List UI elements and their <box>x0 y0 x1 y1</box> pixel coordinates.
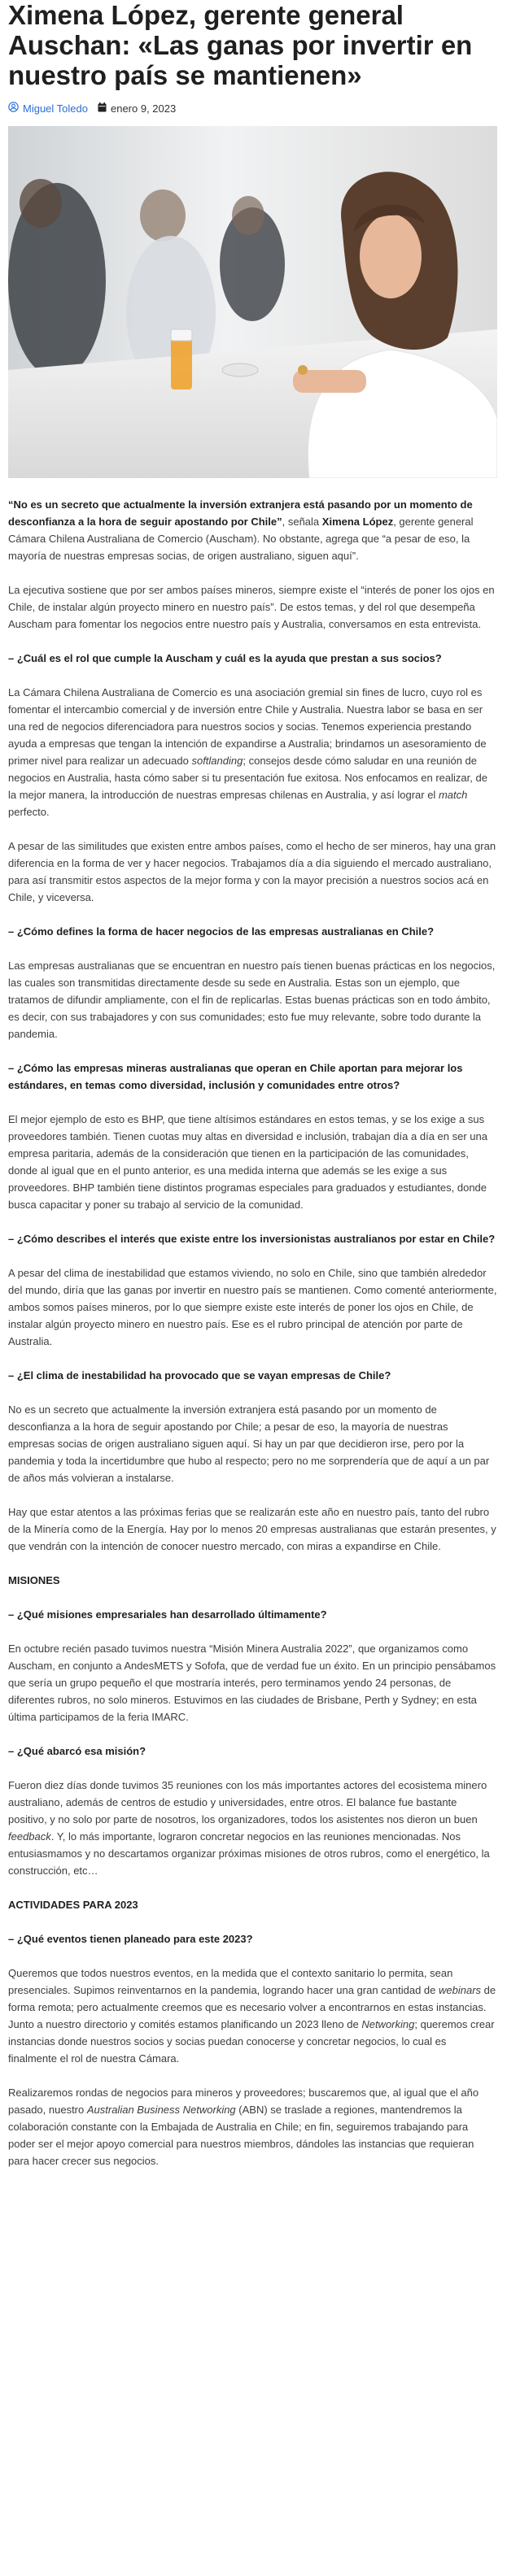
question-7: – ¿Qué abarcó esa misión? <box>8 1745 146 1757</box>
answer-8-em: webinars <box>439 1984 482 1996</box>
answer-5: No es un secreto que actualmente la inversión extranjera está pasando por un momento de desconfianza a la hora de seguir apostando por Chile; a pesar de eso, la mayoría de nuestras empresas socias de origen australiano siguen aquí. Si hay un par que decidieron irse, pero por la pandemia y toda la incertidumbre que hubo al respecto; pero no me sorprendería que de aquí a un par de años más volvieran a instalarse. <box>8 1403 490 1484</box>
hero-illustration <box>8 126 497 478</box>
answer-1-em: softlanding <box>191 755 243 767</box>
answer-8-continued <box>8 2084 497 2169</box>
answer-8-continued-b: (ABN) se traslade a regiones, mantendremos la colaboración constante con la Embajada de Australia en Chile; en fin, seguiremos trabajando para poder ser el mejor apoyo comercial para nuestros miembros, dándoles las instancias que requieran para hacer crecer sus negocios. <box>8 2104 474 2167</box>
article-meta <box>8 102 497 115</box>
answer-5-continued: Hay que estar atentos a las próximas ferias que se realizarán este año en nuestro país, tanto del rubro de la Minería como de la Energía. Hay por lo menos 20 empresas australianas que estarán presentes, y que vendrán con la intención de conocer nuestro mercado, con miras a expandirse en Chile. <box>8 1506 496 1552</box>
question-2: – ¿Cómo defines la forma de hacer negocios de las empresas australianas en Chile? <box>8 925 435 938</box>
answer-4: A pesar del clima de inestabilidad que estamos viviendo, no solo en Chile, sino que también alrededor del mundo, diría que las ganas por invertir en nuestro país se mantienen. Como comenté anteriormente, ambos somos países mineros, por lo que siempre existe este interés de poner los ojos en Chile, de instalar algún proyecto minero en nuestro país. Ese es el rubro principal de atención por parte de Australia. <box>8 1267 497 1347</box>
section-heading-misiones: MISIONES <box>8 1574 60 1586</box>
intro-quote: “No es un secreto que actualmente la inversión extranjera está pasando por un momento de desconfianza a la hora de seguir apostando por Chile” <box>8 498 473 528</box>
author-name: Miguel Toledo <box>23 102 88 115</box>
answer-8-part-b: de forma remota; pero actualmente creemos que es necesario volver a encontrarnos en estas instancias. Junto a nuestro directorio y comités estamos planificando un 2023 lleno de <box>8 1984 496 2030</box>
user-circle-icon <box>8 102 19 115</box>
intro-paragraph <box>8 496 497 564</box>
intro-name: Ximena López <box>321 516 394 528</box>
publish-date <box>98 102 176 115</box>
answer-1-part-a: La Cámara Chilena Australiana de Comercio es una asociación gremial sin fines de lucro, cuyo rol es fomentar el intercambio comercial y de inversión entre Chile y Australia. Nuestra labor se basa en ser una red de negocios diferenciadora para nuestros socios y socias. Tenemos experiencia prestando ayuda a empresas que tengan la intención de expandirse a Australia; brindamos un asesoramiento de primer nivel para realizar un adecuado <box>8 686 487 767</box>
question-3: – ¿Cómo las empresas mineras australianas que operan en Chile aportan para mejorar los estándares, en temas como diversidad, inclusión y comunidades entre otros? <box>8 1062 463 1091</box>
answer-3: El mejor ejemplo de esto es BHP, que tiene altísimos estándares en estos temas, y se los exige a sus proveedores también. Tienen cuotas muy altas en diversidad e inclusión, trabajan día a día en ser una empresa paritaria, además de la consideración que tienen en la participación de las comunidades, donde al igual que en el punto anterior, es una medida interna que además se les exige a sus proveedores. BHP también tiene distintos programas especiales para graduados y estudiantes, donde busca capacitar y poner su trabajo al servicio de la comunidad. <box>8 1113 487 1211</box>
answer-7 <box>8 1777 497 1879</box>
answer-7-em: feedback <box>8 1830 51 1843</box>
answer-6: En octubre recién pasado tuvimos nuestra “Misión Minera Australia 2022”, que organizamos como Auscham, en conjunto a AndesMETS y Sofofa, que de verdad fue un éxito. En un principio pensábamos que sería un grupo pequeño el que mostraría interés, pero terminamos yendo 24 personas, de diferentes rubros, no solo mineros. Estuvimos en las ciudades de Brisbane, Perth y Sydney; en esta última participamos de la feria IMARC. <box>8 1643 496 1723</box>
article-title: Ximena López, gerente general Auschan: «Las ganas por invertir en nuestro país se mantienen» <box>8 0 473 90</box>
calendar-icon <box>98 102 107 115</box>
author-link[interactable] <box>8 102 88 115</box>
question-1: – ¿Cuál es el rol que cumple la Auscham y cuál es la ayuda que prestan a sus socios? <box>8 652 442 664</box>
question-4: – ¿Cómo describes el interés que existe entre los inversionistas australianos por estar en Chile? <box>8 1233 496 1245</box>
answer-8-continued-a: Realizaremos rondas de negocios para mineros y proveedores; buscaremos que, al igual que el año pasado, nuestro <box>8 2086 479 2116</box>
answer-1-continued: A pesar de las similitudes que existen entre ambos países, como el hecho de ser mineros, hay una gran diferencia en la forma de ver y hacer negocios. Trabajamos día a día siguiendo el mercado australiano, para así transmitir estos aspectos de la mejor forma y con la mayor precisión a nuestros socios acá en Chile, y viceversa. <box>8 840 496 903</box>
question-6: – ¿Qué misiones empresariales han desarrollado últimamente? <box>8 1608 327 1621</box>
hero-photo <box>8 126 497 478</box>
question-8: – ¿Qué eventos tienen planeado para este 2023? <box>8 1933 253 1945</box>
question-5: – ¿El clima de inestabilidad ha provocado que se vayan empresas de Chile? <box>8 1369 391 1382</box>
answer-8-continued-em: Australian Business Networking <box>86 2104 236 2116</box>
answer-7-part-a: Fueron diez días donde tuvimos 35 reuniones con los más importantes actores del ecosistema minero australiano, además de centros de estudio y universidades, entre otros. El balance fue bastante positivo, y no solo por parte de nosotros, los organizadores, todos los asistentes nos dieron un buen <box>8 1779 487 1825</box>
answer-8-em-2: Networking <box>361 2018 415 2030</box>
paragraph-2: La ejecutiva sostiene que por ser ambos países mineros, siempre existe el “interés de poner los ojos en Chile, de instalar algún proyecto minero en nuestro país”. De estos temas, y del rol que desempeña Auscham para fomentar los negocios entre nuestro país y Australia, conversamos en esta entrevista. <box>8 584 495 630</box>
intro-mid: , señala <box>282 516 322 528</box>
answer-7-part-b: . Y, lo más importante, lograron concretar negocios en las reuniones mencionadas. Nos entusiasmamos y no descartamos organizar próximas misiones de otros rubros, como el energético, la construcción, etc… <box>8 1830 490 1877</box>
answer-8-part-a: Queremos que todos nuestros eventos, en la medida que el contexto sanitario lo permita, sean presenciales. Supimos reinventarnos en la pandemia, logrando hacer una gran cantidad de <box>8 1967 453 1996</box>
publish-date-text: enero 9, 2023 <box>110 102 177 115</box>
intro-rest: , gerente general Cámara Chilena Australiana de Comercio (Auscham). No obstante, agrega que “a pesar de eso, la mayoría de nuestras empresas socias, de origen australiano, siguen aquí”. <box>8 516 474 562</box>
section-heading-actividades: ACTIVIDADES PARA 2023 <box>8 1899 138 1911</box>
answer-1-part-c: perfecto. <box>8 806 50 818</box>
article-body <box>8 478 497 2169</box>
answer-1-em-2: match <box>438 789 468 801</box>
answer-1 <box>8 684 497 820</box>
answer-2: Las empresas australianas que se encuentran en nuestro país tienen buenas prácticas en los negocios, las cuales son transmitidas directamente desde su sede en Australia. Estas son un ejemplo, que tratamos de difundir ampliamente, con el fin de replicarlas. Estas buenas prácticas son en todo ámbito, es decir, con sus trabajadores y con sus comunidades; esto fue muy relevante, sobre todo durante la pandemia. <box>8 959 496 1040</box>
answer-1-part-b: ; consejos desde cómo saludar en una reunión de negocios en Australia, hasta cómo saber si tu presentación fue exitosa. Nos enfocamos en realizar, de la mejor manera, la introducción de nuestras empresas chilenas en Australia, y así lograr el <box>8 755 487 801</box>
answer-8 <box>8 1965 497 2067</box>
answer-8-part-c: ; queremos crear instancias donde nuestros socios y socias puedan conocerse y concretar negocios, lo cual es finalmente el rol de nuestra Cámara. <box>8 2018 495 2065</box>
